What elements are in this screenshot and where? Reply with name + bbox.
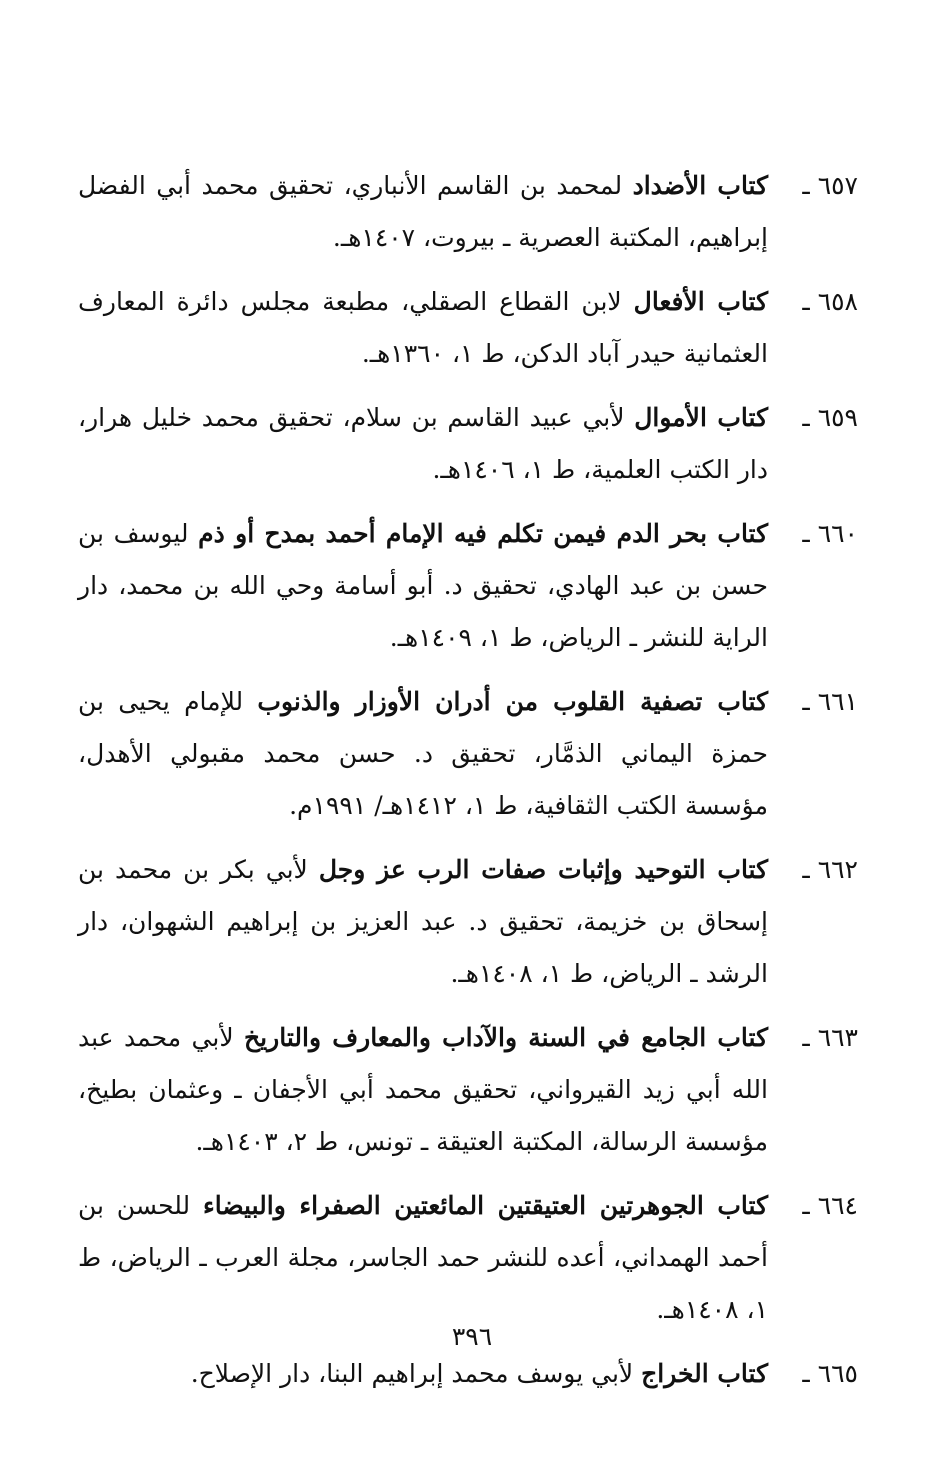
entry-number: ٦٥٧ ـ: [802, 171, 858, 200]
entry-title: كتاب الجوهرتين العتيقتين المائعتين الصفراء والبيضاء: [203, 1191, 768, 1220]
entry-title: كتاب تصفية القلوب من أدران الأوزار والذنوب: [257, 687, 768, 716]
entry-details: لأبي يوسف محمد إبراهيم البنا، دار الإصلاح.: [190, 1359, 634, 1388]
entry-number: ٦٦٠ ـ: [802, 519, 858, 548]
entry-details: لمحمد بن القاسم الأنباري، تحقيق محمد أبي الفضل إبراهيم، المكتبة العصرية ـ بيروت، ١٤٠٧هـ.: [78, 171, 768, 252]
entry-details: لأبي محمد عبد الله أبي زيد القيرواني، تحقيق محمد أبي الأجفان ـ وعثمان بطيخ، مؤسسة الرسالة، المكتبة العتيقة ـ تونس، ط ٢، ١٤٠٣هـ.: [78, 1023, 768, 1156]
entry-title: كتاب الخراج: [641, 1359, 768, 1388]
entry-details: لأبي عبيد القاسم بن سلام، تحقيق محمد خليل هرار، دار الكتب العلمية، ط ١، ١٤٠٦هـ.: [78, 403, 768, 484]
bibliography-list: [78, 160, 858, 1412]
entry-number: ٦٥٨ ـ: [802, 287, 858, 316]
bibliography-entry: [78, 1012, 858, 1168]
entry-title: كتاب الأموال: [634, 403, 768, 432]
bibliography-entry: [78, 1180, 858, 1336]
entry-number: ٦٥٩ ـ: [802, 403, 858, 432]
entry-details: لأبي بكر بن محمد بن إسحاق بن خزيمة، تحقيق د. عبد العزيز بن إبراهيم الشهوان، دار الرشد ـ الرياض، ط ١، ١٤٠٨هـ.: [78, 855, 768, 988]
bibliography-entry: [78, 276, 858, 380]
page-number: ٣٩٦: [451, 1322, 493, 1351]
entry-number: ٦٦٤ ـ: [802, 1191, 858, 1220]
bibliography-entry: [78, 508, 858, 664]
bibliography-entry: [78, 1348, 858, 1400]
entry-title: كتاب بحر الدم فيمن تكلم فيه الإمام أحمد بمدح أو ذم: [198, 519, 769, 548]
entry-number: ٦٦٢ ـ: [802, 855, 858, 884]
entry-title: كتاب الجامع في السنة والآداب والمعارف والتاريخ: [244, 1023, 768, 1052]
entry-number: ٦٦١ ـ: [802, 687, 858, 716]
entry-number: ٦٦٥ ـ: [802, 1359, 858, 1388]
entry-details: ليوسف بن حسن بن عبد الهادي، تحقيق د. أبو أسامة وحي الله بن محمد، دار الراية للنشر ـ الرياض، ط ١، ١٤٠٩هـ.: [78, 519, 768, 652]
bibliography-entry: [78, 160, 858, 264]
entry-title: كتاب الأضداد: [632, 171, 769, 200]
entry-number: ٦٦٣ ـ: [802, 1023, 858, 1052]
entry-details: للحسن بن أحمد الهمداني، أعده للنشر حمد الجاسر، مجلة العرب ـ الرياض، ط ١، ١٤٠٨هـ.: [78, 1191, 768, 1324]
bibliography-entry: [78, 844, 858, 1000]
entry-details: للإمام يحيى بن حمزة اليماني الذمَّار، تحقيق د. حسن محمد مقبولي الأهدل، مؤسسة الكتب الثقافية، ط ١، ١٤١٢هـ/ ١٩٩١م.: [78, 687, 768, 820]
entry-title: كتاب الأفعال: [633, 287, 768, 316]
bibliography-entry: [78, 392, 858, 496]
entry-title: كتاب التوحيد وإثبات صفات الرب عز وجل: [318, 855, 769, 884]
entry-details: لابن القطاع الصقلي، مطبعة مجلس دائرة المعارف العثمانية حيدر آباد الدكن، ط ١، ١٣٦٠هـ.: [78, 287, 768, 368]
bibliography-entry: [78, 676, 858, 832]
